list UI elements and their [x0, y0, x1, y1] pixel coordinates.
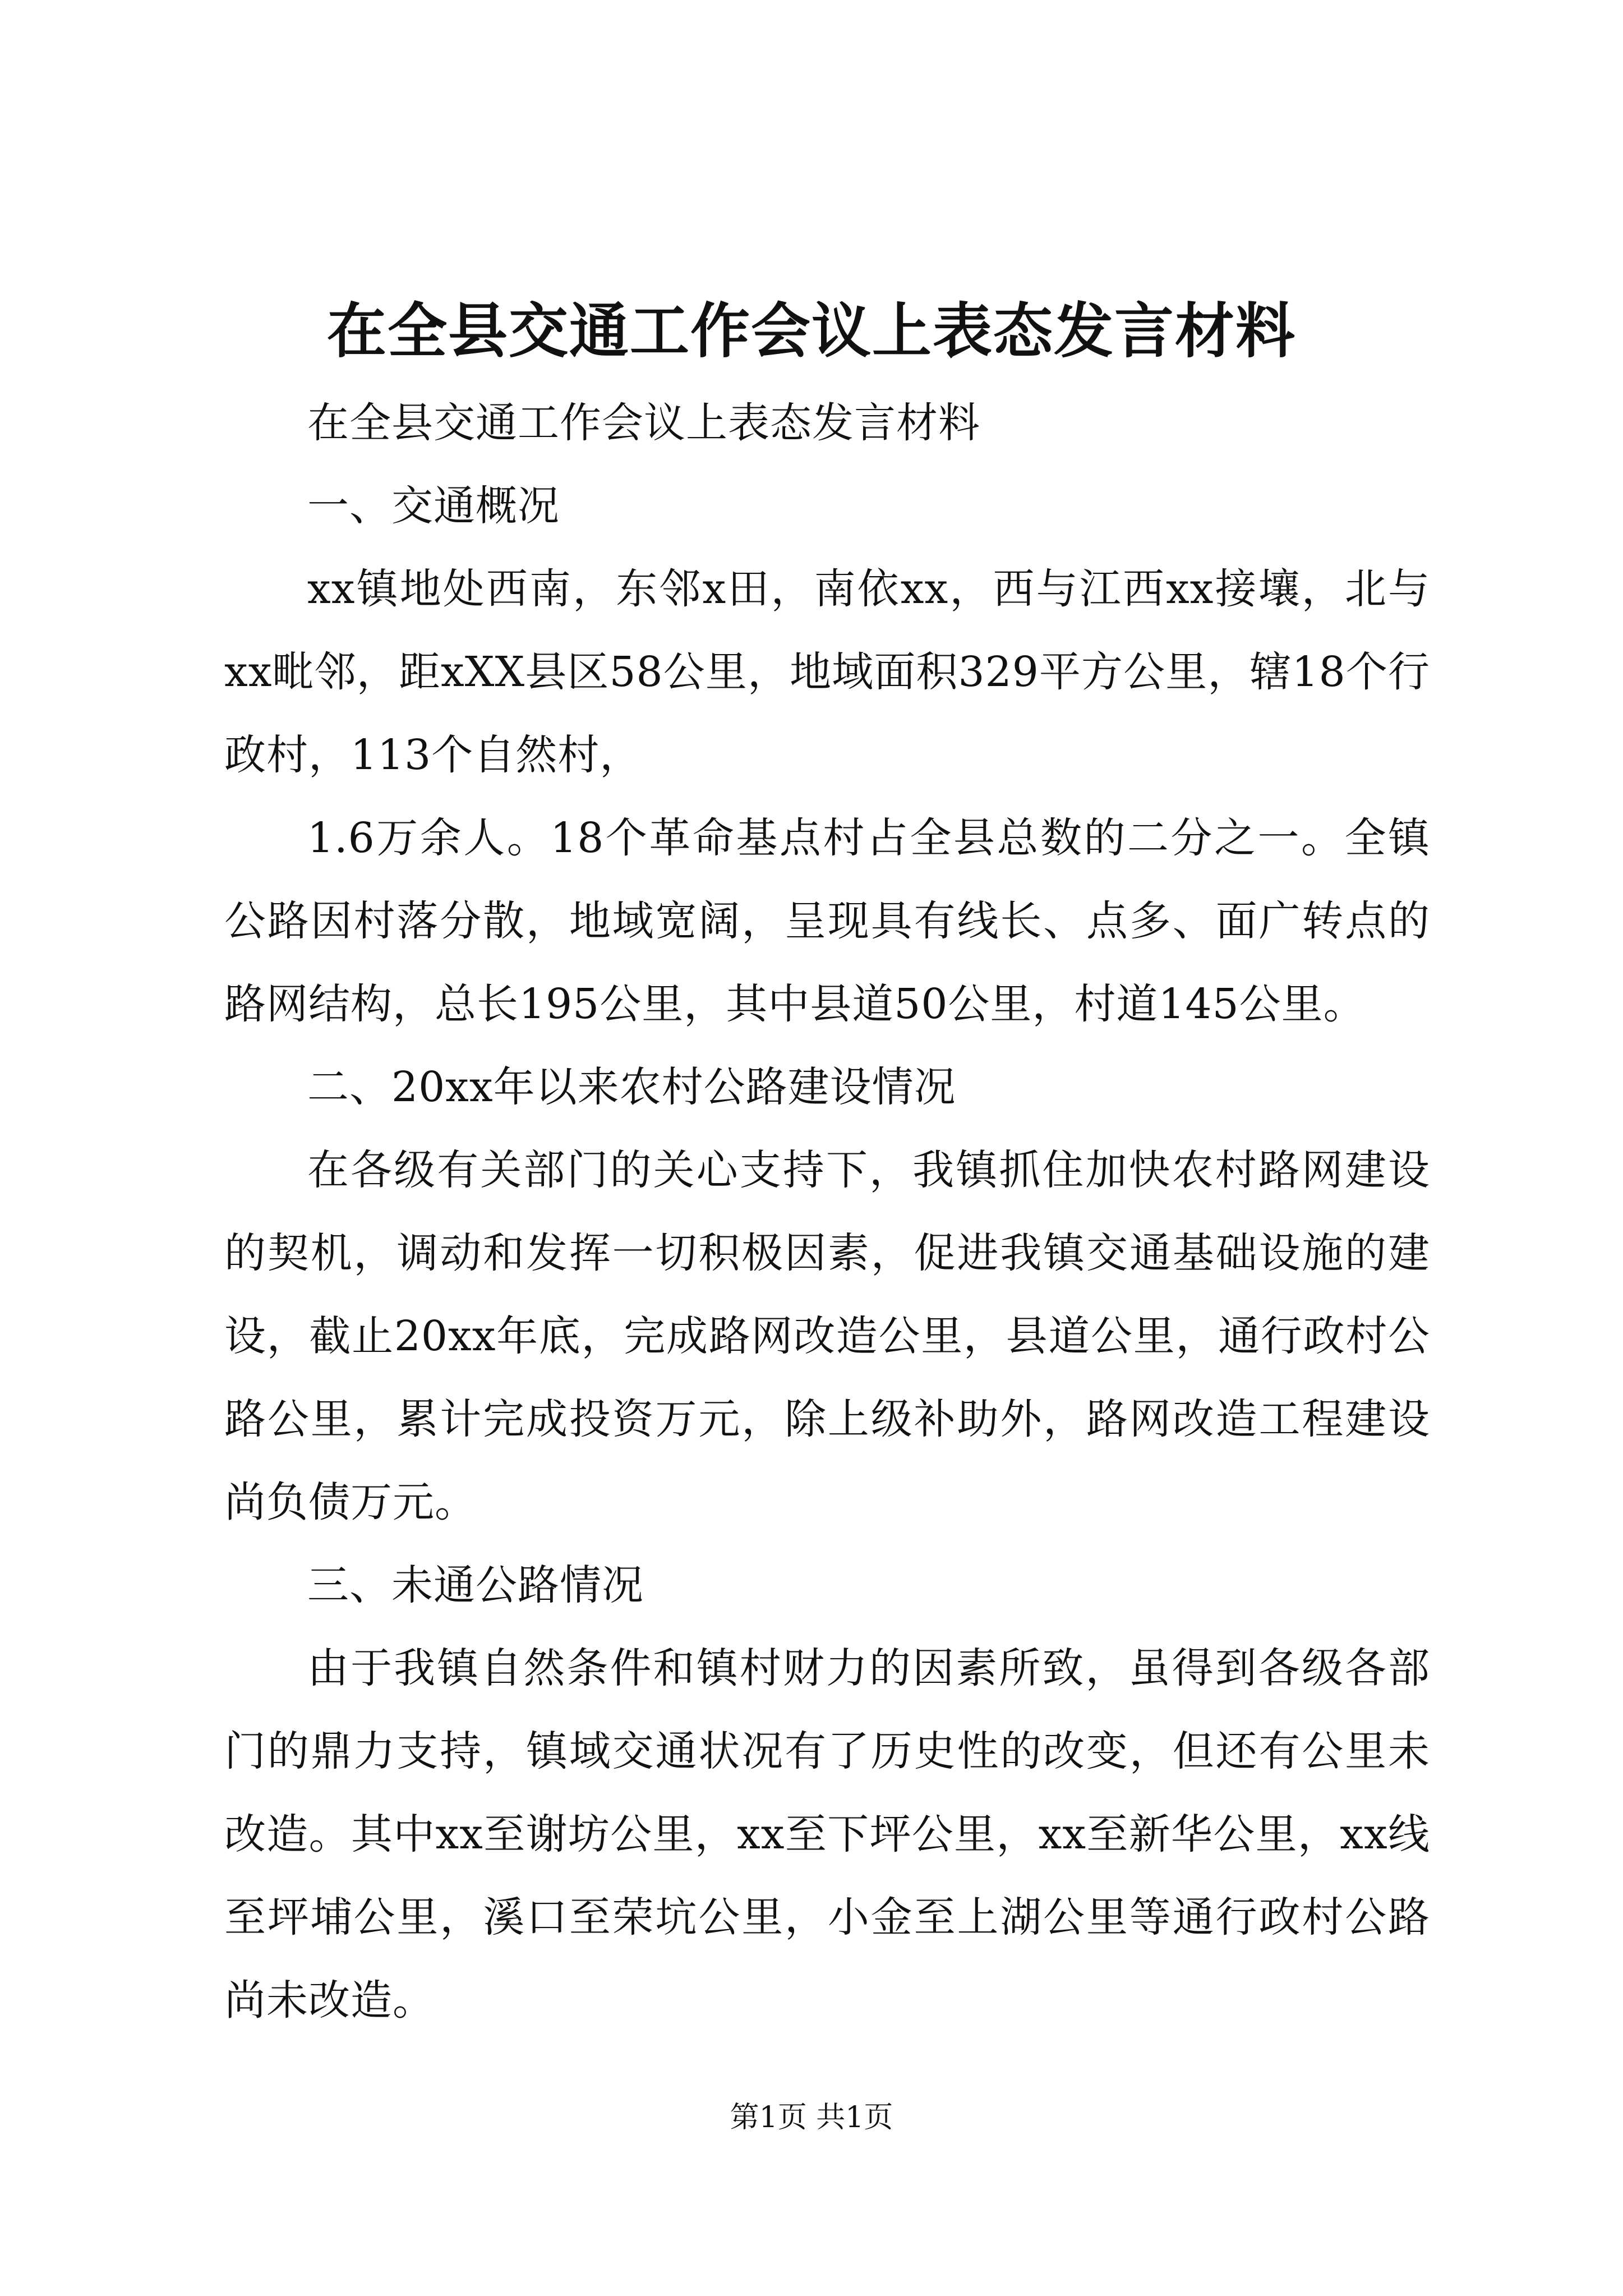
paragraph: xx镇地处西南，东邻x田，南依xx，西与江西xx接壤，北与xx毗邻，距xXX县区58公里，地域面积329平方公里，辖18个行政村，113个自然村， — [224, 565, 1430, 779]
document-title: 在全县交通工作会议上表态发言材料 — [327, 296, 1296, 366]
page-number-footer: 第1页 共1页 — [730, 2101, 893, 2134]
paragraph: 在各级有关部门的关心支持下，我镇抓住加快农村路网建设的契机，调动和发挥一切积极因素，促进我镇交通基础设施的建设，截止20xx年底，完成路网改造公里，县道公里，通行政村公路公里，累计完成投资万元，除上级补助外，路网改造工程建设尚负债万元。 — [224, 1146, 1430, 1526]
paragraph: 由于我镇自然条件和镇村财力的因素所致，虽得到各级各部门的鼎力支持，镇域交通状况有了历史性的改变，但还有公里未改造。其中xx至谢坊公里，xx至下坪公里，xx至新华公里，xx线至坪埔公里，溪口至荣坑公里，小金至上湖公里等通行政村公路尚未改造。 — [224, 1644, 1430, 2024]
section-heading: 二、20xx年以来农村公路建设情况 — [307, 1063, 956, 1111]
paragraph: 在全县交通工作会议上表态发言材料 — [307, 399, 980, 447]
paragraph: 1.6万余人。18个革命基点村占全县总数的二分之一。全镇公路因村落分散，地域宽阔，呈现具有线长、点多、面广转点的路网结构，总长195公里，其中县道50公里，村道145公里。 — [224, 814, 1430, 1028]
section-heading: 一、交通概况 — [307, 482, 560, 530]
section-heading: 三、未通公路情况 — [307, 1561, 644, 1609]
document-body — [224, 381, 1430, 2042]
